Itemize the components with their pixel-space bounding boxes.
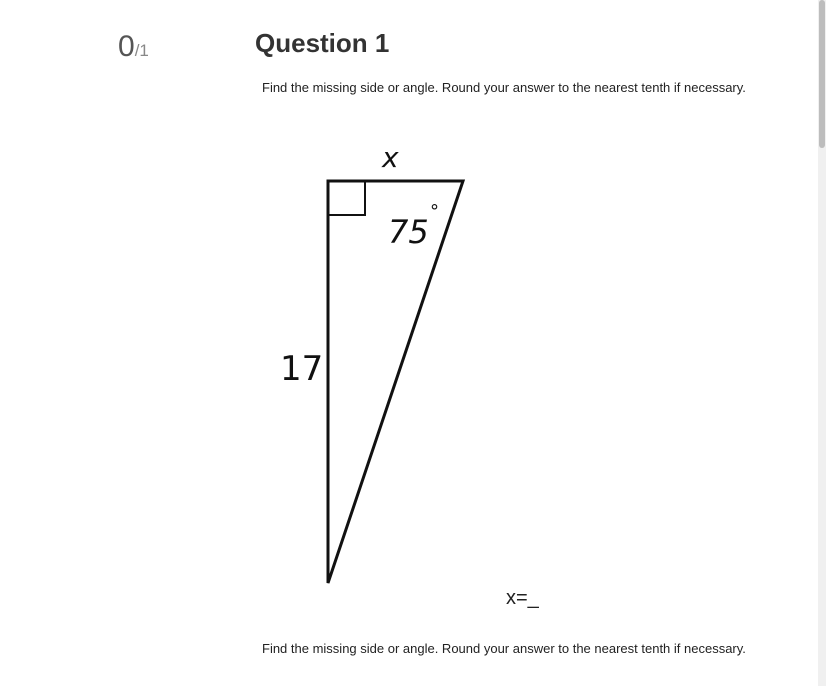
question-instruction: Find the missing side or angle. Round your answer to the nearest tenth if necessary.	[262, 80, 746, 95]
next-question-instruction: Find the missing side or angle. Round your answer to the nearest tenth if necessary.	[262, 641, 746, 656]
scrollbar[interactable]	[818, 0, 826, 686]
triangle-figure	[270, 135, 500, 595]
score-display	[118, 30, 149, 64]
score-value: 0	[118, 30, 135, 63]
question-title: Question 1	[255, 28, 390, 58]
score-total: /1	[134, 41, 149, 60]
side-left-label: 17	[280, 349, 324, 389]
degree-symbol: °	[430, 201, 439, 222]
scrollbar-thumb[interactable]	[819, 0, 825, 148]
right-angle-marker	[328, 181, 365, 215]
answer-prompt: x=_	[506, 587, 539, 609]
angle-label: 75	[388, 213, 429, 251]
side-top-label: x	[382, 141, 399, 174]
